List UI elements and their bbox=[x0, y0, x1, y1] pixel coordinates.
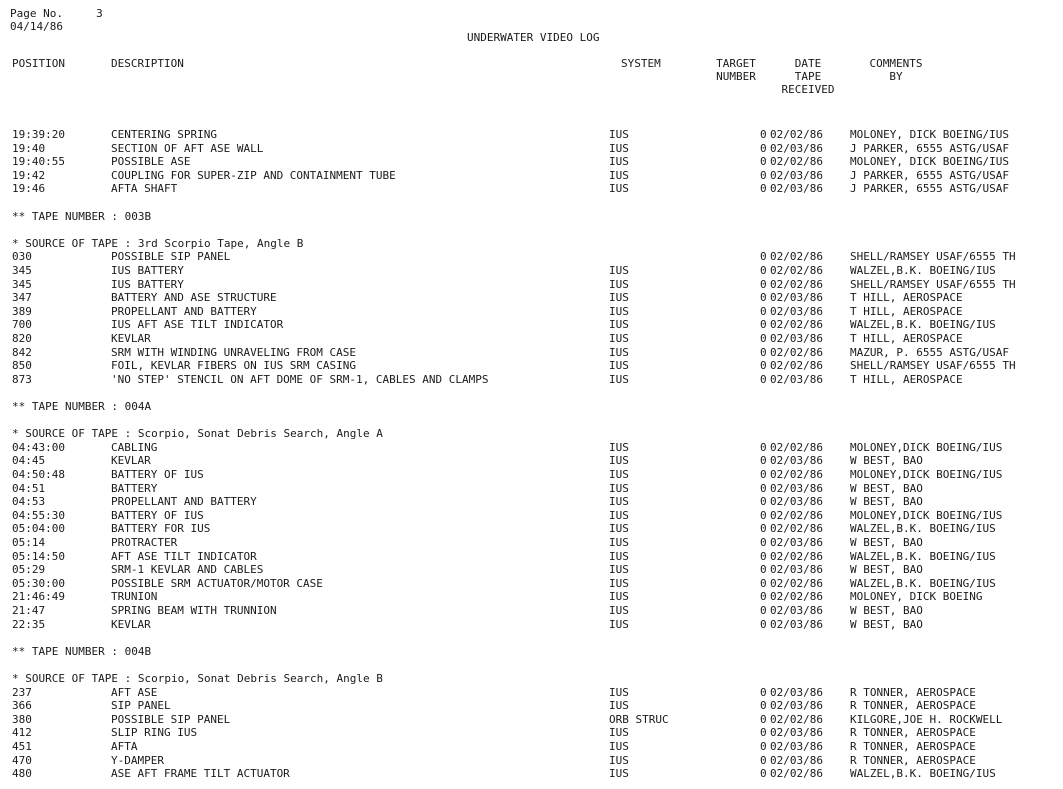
description-cell: BATTERY AND ASE STRUCTURE bbox=[111, 291, 277, 305]
comments-cell: T HILL, AEROSPACE bbox=[850, 291, 963, 305]
log-row bbox=[0, 250, 1063, 263]
target-cell: 0 bbox=[760, 495, 767, 509]
position-cell: 04:43:00 bbox=[12, 440, 65, 454]
col-date-line3: RECEIVED bbox=[781, 83, 835, 96]
description-cell: PROPELLANT AND BATTERY bbox=[111, 304, 257, 318]
comments-cell: KILGORE,JOE H. ROCKWELL bbox=[850, 712, 1003, 726]
report-date: 04/14/86 bbox=[10, 20, 63, 33]
position-cell: 19:40 bbox=[12, 141, 46, 155]
position-cell: 04:51 bbox=[12, 481, 46, 495]
log-row bbox=[0, 754, 1063, 767]
target-cell: 0 bbox=[760, 685, 767, 699]
position-cell: 030 bbox=[12, 250, 32, 264]
comments-cell: WALZEL,B.K. BOEING/IUS bbox=[850, 264, 996, 277]
position-cell: 380 bbox=[12, 712, 32, 726]
description-cell: CENTERING SPRING bbox=[111, 128, 217, 141]
date-cell: 02/03/86 bbox=[770, 141, 823, 155]
date-cell: 02/02/86 bbox=[770, 128, 823, 141]
date-cell: 02/03/86 bbox=[770, 685, 823, 699]
date-cell: 02/03/86 bbox=[770, 753, 823, 767]
comments-cell: T HILL, AEROSPACE bbox=[850, 372, 963, 386]
target-cell: 0 bbox=[760, 699, 767, 713]
date-cell: 02/03/86 bbox=[770, 168, 823, 182]
position-cell: 345 bbox=[12, 264, 32, 277]
target-cell: 0 bbox=[760, 522, 767, 536]
position-cell: 19:46 bbox=[12, 182, 46, 196]
date-cell: 02/03/86 bbox=[770, 740, 823, 753]
position-cell: 21:47 bbox=[12, 604, 46, 617]
col-description: DESCRIPTION bbox=[111, 57, 184, 70]
target-cell: 0 bbox=[760, 576, 767, 590]
log-row bbox=[0, 169, 1063, 182]
date-cell: 02/03/86 bbox=[770, 563, 823, 577]
log-row bbox=[0, 767, 1063, 780]
date-cell: 02/02/86 bbox=[770, 576, 823, 590]
comments-cell: R TONNER, AEROSPACE bbox=[850, 753, 976, 767]
comments-cell: MOLONEY,DICK BOEING/IUS bbox=[850, 468, 1003, 481]
system-cell: IUS bbox=[609, 454, 629, 468]
description-cell: SRM WITH WINDING UNRAVELING FROM CASE bbox=[111, 345, 357, 359]
system-cell: IUS bbox=[609, 563, 629, 577]
date-cell: 02/03/86 bbox=[770, 536, 823, 549]
description-cell: IUS AFT ASE TILT INDICATOR bbox=[111, 318, 284, 332]
comments-cell: MOLONEY,DICK BOEING/IUS bbox=[850, 440, 1003, 454]
comments-cell: SHELL/RAMSEY USAF/6555 TH bbox=[850, 277, 1016, 291]
description-cell: POSSIBLE SIP PANEL bbox=[111, 250, 231, 264]
col-date-line1: DATE bbox=[794, 57, 822, 70]
position-cell: 366 bbox=[12, 699, 32, 713]
date-cell: 02/02/86 bbox=[770, 767, 823, 781]
comments-cell: W BEST, BAO bbox=[850, 617, 923, 631]
page-label: Page No. bbox=[10, 7, 63, 20]
description-cell: SIP PANEL bbox=[111, 699, 171, 713]
description-cell: KEVLAR bbox=[111, 454, 151, 468]
system-cell: IUS bbox=[609, 617, 629, 631]
target-cell: 0 bbox=[760, 128, 767, 141]
position-cell: 237 bbox=[12, 685, 32, 699]
log-row bbox=[0, 142, 1063, 155]
target-cell: 0 bbox=[760, 291, 767, 305]
system-cell: IUS bbox=[609, 767, 629, 781]
page-number: 3 bbox=[96, 7, 103, 20]
system-cell: IUS bbox=[609, 536, 629, 549]
description-cell: FOIL, KEVLAR FIBERS ON IUS SRM CASING bbox=[111, 359, 357, 373]
log-row bbox=[0, 182, 1063, 195]
log-row bbox=[0, 346, 1063, 359]
col-target-line2: NUMBER bbox=[716, 70, 756, 83]
description-cell: KEVLAR bbox=[111, 617, 151, 631]
log-row bbox=[0, 318, 1063, 331]
description-cell: SLIP RING IUS bbox=[111, 726, 198, 740]
col-system: SYSTEM bbox=[621, 57, 661, 70]
date-cell: 02/03/86 bbox=[770, 304, 823, 318]
date-cell: 02/02/86 bbox=[770, 264, 823, 277]
comments-cell: W BEST, BAO bbox=[850, 481, 923, 495]
description-cell: SECTION OF AFT ASE WALL bbox=[111, 141, 264, 155]
description-cell: POSSIBLE ASE bbox=[111, 155, 191, 169]
description-cell: IUS BATTERY bbox=[111, 264, 184, 277]
system-cell: IUS bbox=[609, 345, 629, 359]
date-cell: 02/03/86 bbox=[770, 495, 823, 509]
target-cell: 0 bbox=[760, 767, 767, 781]
target-cell: 0 bbox=[760, 536, 767, 549]
system-cell: IUS bbox=[609, 740, 629, 753]
log-row bbox=[0, 482, 1063, 495]
tape-number-heading: ** TAPE NUMBER : 003B bbox=[12, 209, 152, 223]
system-cell: IUS bbox=[609, 481, 629, 495]
date-cell: 02/02/86 bbox=[770, 522, 823, 536]
log-row bbox=[0, 441, 1063, 454]
position-cell: 345 bbox=[12, 277, 32, 291]
position-cell: 389 bbox=[12, 304, 32, 318]
log-row bbox=[0, 686, 1063, 699]
description-cell: POSSIBLE SIP PANEL bbox=[111, 712, 231, 726]
log-row bbox=[0, 740, 1063, 753]
target-cell: 0 bbox=[760, 155, 767, 169]
description-cell: AFT ASE TILT INDICATOR bbox=[111, 549, 257, 563]
system-cell: IUS bbox=[609, 753, 629, 767]
system-cell: IUS bbox=[609, 495, 629, 509]
target-cell: 0 bbox=[760, 182, 767, 196]
page-header bbox=[10, 7, 103, 33]
position-cell: 700 bbox=[12, 318, 32, 332]
log-row bbox=[0, 305, 1063, 318]
system-cell: IUS bbox=[609, 590, 629, 604]
log-row bbox=[0, 726, 1063, 739]
comments-cell: MAZUR, P. 6555 ASTG/USAF bbox=[850, 345, 1009, 359]
system-cell: IUS bbox=[609, 155, 629, 169]
date-cell: 02/02/86 bbox=[770, 155, 823, 169]
description-cell: PROPELLANT AND BATTERY bbox=[111, 495, 257, 509]
date-cell: 02/03/86 bbox=[770, 332, 823, 345]
position-cell: 19:40:55 bbox=[12, 155, 65, 169]
log-row bbox=[0, 509, 1063, 522]
system-cell: IUS bbox=[609, 372, 629, 386]
system-cell: IUS bbox=[609, 332, 629, 345]
log-row bbox=[0, 590, 1063, 603]
log-row bbox=[0, 495, 1063, 508]
description-cell: COUPLING FOR SUPER-ZIP AND CONTAINMENT TUBE bbox=[111, 168, 396, 182]
position-cell: 22:35 bbox=[12, 617, 46, 631]
log-row bbox=[0, 155, 1063, 168]
date-cell: 02/03/86 bbox=[770, 699, 823, 713]
date-cell: 02/02/86 bbox=[770, 440, 823, 454]
position-cell: 850 bbox=[12, 359, 32, 373]
system-cell: IUS bbox=[609, 604, 629, 617]
log-row bbox=[0, 359, 1063, 372]
col-comments-line2: BY bbox=[889, 70, 903, 83]
date-cell: 02/02/86 bbox=[770, 250, 823, 264]
system-cell: IUS bbox=[609, 508, 629, 522]
position-cell: 05:04:00 bbox=[12, 522, 65, 536]
log-row bbox=[0, 604, 1063, 617]
system-cell: IUS bbox=[609, 685, 629, 699]
comments-cell: WALZEL,B.K. BOEING/IUS bbox=[850, 767, 996, 781]
date-cell: 02/03/86 bbox=[770, 617, 823, 631]
system-cell: IUS bbox=[609, 141, 629, 155]
target-cell: 0 bbox=[760, 304, 767, 318]
log-row bbox=[0, 468, 1063, 481]
position-cell: 05:14:50 bbox=[12, 549, 65, 563]
position-cell: 451 bbox=[12, 740, 32, 753]
comments-cell: T HILL, AEROSPACE bbox=[850, 304, 963, 318]
description-cell: TRUNION bbox=[111, 590, 158, 604]
description-cell: BATTERY OF IUS bbox=[111, 508, 204, 522]
position-cell: 19:42 bbox=[12, 168, 46, 182]
log-row bbox=[0, 128, 1063, 141]
comments-cell: MOLONEY, DICK BOEING bbox=[850, 590, 983, 604]
date-cell: 02/02/86 bbox=[770, 468, 823, 481]
comments-cell: W BEST, BAO bbox=[850, 495, 923, 509]
target-cell: 0 bbox=[760, 332, 767, 345]
position-cell: 05:30:00 bbox=[12, 576, 65, 590]
description-cell: POSSIBLE SRM ACTUATOR/MOTOR CASE bbox=[111, 576, 323, 590]
description-cell: SRM-1 KEVLAR AND CABLES bbox=[111, 563, 264, 577]
log-row bbox=[0, 373, 1063, 386]
comments-cell: MOLONEY, DICK BOEING/IUS bbox=[850, 128, 1009, 141]
target-cell: 0 bbox=[760, 250, 767, 264]
comments-cell: T HILL, AEROSPACE bbox=[850, 332, 963, 345]
position-cell: 21:46:49 bbox=[12, 590, 65, 604]
comments-cell: WALZEL,B.K. BOEING/IUS bbox=[850, 549, 996, 563]
system-cell: IUS bbox=[609, 699, 629, 713]
system-cell: IUS bbox=[609, 440, 629, 454]
date-cell: 02/02/86 bbox=[770, 277, 823, 291]
target-cell: 0 bbox=[760, 264, 767, 277]
log-row bbox=[0, 536, 1063, 549]
system-cell: IUS bbox=[609, 168, 629, 182]
page-title: UNDERWATER VIDEO LOG bbox=[467, 31, 600, 44]
target-cell: 0 bbox=[760, 440, 767, 454]
description-cell: Y-DAMPER bbox=[111, 753, 164, 767]
date-cell: 02/03/86 bbox=[770, 454, 823, 468]
date-cell: 02/02/86 bbox=[770, 508, 823, 522]
description-cell: PROTRACTER bbox=[111, 536, 178, 549]
log-row bbox=[0, 454, 1063, 467]
comments-cell: W BEST, BAO bbox=[850, 604, 923, 617]
target-cell: 0 bbox=[760, 359, 767, 373]
position-cell: 347 bbox=[12, 291, 32, 305]
position-cell: 05:14 bbox=[12, 536, 46, 549]
position-cell: 04:53 bbox=[12, 495, 46, 509]
target-cell: 0 bbox=[760, 318, 767, 332]
comments-cell: J PARKER, 6555 ASTG/USAF bbox=[850, 168, 1009, 182]
comments-cell: R TONNER, AEROSPACE bbox=[850, 726, 976, 740]
comments-cell: R TONNER, AEROSPACE bbox=[850, 699, 976, 713]
comments-cell: SHELL/RAMSEY USAF/6555 TH bbox=[850, 250, 1016, 264]
log-row bbox=[0, 291, 1063, 304]
system-cell: IUS bbox=[609, 304, 629, 318]
system-cell: IUS bbox=[609, 291, 629, 305]
comments-cell: WALZEL,B.K. BOEING/IUS bbox=[850, 318, 996, 332]
comments-cell: W BEST, BAO bbox=[850, 454, 923, 468]
comments-cell: WALZEL,B.K. BOEING/IUS bbox=[850, 576, 996, 590]
system-cell: IUS bbox=[609, 182, 629, 196]
target-cell: 0 bbox=[760, 141, 767, 155]
description-cell: KEVLAR bbox=[111, 332, 151, 345]
date-cell: 02/03/86 bbox=[770, 182, 823, 196]
system-cell: IUS bbox=[609, 468, 629, 481]
description-cell: BATTERY OF IUS bbox=[111, 468, 204, 481]
description-cell: AFTA bbox=[111, 740, 138, 753]
position-cell: 842 bbox=[12, 345, 32, 359]
target-cell: 0 bbox=[760, 604, 767, 617]
date-cell: 02/02/86 bbox=[770, 359, 823, 373]
description-cell: BATTERY FOR IUS bbox=[111, 522, 211, 536]
date-cell: 02/02/86 bbox=[770, 712, 823, 726]
date-cell: 02/02/86 bbox=[770, 318, 823, 332]
log-row bbox=[0, 699, 1063, 712]
target-cell: 0 bbox=[760, 726, 767, 740]
col-target bbox=[708, 57, 764, 83]
col-comments bbox=[860, 57, 932, 83]
date-cell: 02/02/86 bbox=[770, 549, 823, 563]
col-date-line2: TAPE bbox=[794, 70, 822, 83]
position-cell: 470 bbox=[12, 753, 32, 767]
comments-cell: J PARKER, 6555 ASTG/USAF bbox=[850, 141, 1009, 155]
comments-cell: R TONNER, AEROSPACE bbox=[850, 685, 976, 699]
tape-number-heading: ** TAPE NUMBER : 004B bbox=[12, 644, 152, 658]
system-cell: IUS bbox=[609, 726, 629, 740]
comments-cell: J PARKER, 6555 ASTG/USAF bbox=[850, 182, 1009, 196]
comments-cell: W BEST, BAO bbox=[850, 536, 923, 549]
target-cell: 0 bbox=[760, 345, 767, 359]
comments-cell: MOLONEY,DICK BOEING/IUS bbox=[850, 508, 1003, 522]
date-cell: 02/03/86 bbox=[770, 604, 823, 617]
description-cell: CABLING bbox=[111, 440, 158, 454]
tape-source-heading: * SOURCE OF TAPE : Scorpio, Sonat Debris Search, Angle A bbox=[12, 427, 383, 441]
description-cell: 'NO STEP' STENCIL ON AFT DOME OF SRM-1, CABLES AND CLAMPS bbox=[111, 372, 489, 386]
comments-cell: R TONNER, AEROSPACE bbox=[850, 740, 976, 753]
log-row bbox=[0, 713, 1063, 726]
description-cell: AFT ASE bbox=[111, 685, 158, 699]
position-cell: 480 bbox=[12, 767, 32, 781]
position-cell: 873 bbox=[12, 372, 32, 386]
target-cell: 0 bbox=[760, 168, 767, 182]
position-cell: 04:55:30 bbox=[12, 508, 65, 522]
system-cell: IUS bbox=[609, 576, 629, 590]
system-cell: IUS bbox=[609, 549, 629, 563]
date-cell: 02/02/86 bbox=[770, 345, 823, 359]
position-cell: 04:50:48 bbox=[12, 468, 65, 481]
target-cell: 0 bbox=[760, 712, 767, 726]
system-cell: IUS bbox=[609, 522, 629, 536]
system-cell: IUS bbox=[609, 359, 629, 373]
system-cell: IUS bbox=[609, 318, 629, 332]
target-cell: 0 bbox=[760, 372, 767, 386]
col-date bbox=[772, 57, 844, 96]
log-row bbox=[0, 278, 1063, 291]
target-cell: 0 bbox=[760, 549, 767, 563]
tape-source-heading: * SOURCE OF TAPE : 3rd Scorpio Tape, Angle B bbox=[12, 236, 304, 250]
target-cell: 0 bbox=[760, 468, 767, 481]
target-cell: 0 bbox=[760, 454, 767, 468]
tape-source-heading: * SOURCE OF TAPE : Scorpio, Sonat Debris Search, Angle B bbox=[12, 672, 383, 685]
tape-number-heading: ** TAPE NUMBER : 004A bbox=[12, 400, 152, 413]
comments-cell: SHELL/RAMSEY USAF/6555 TH bbox=[850, 359, 1016, 373]
position-cell: 05:29 bbox=[12, 563, 46, 577]
position-cell: 820 bbox=[12, 332, 32, 345]
target-cell: 0 bbox=[760, 590, 767, 604]
comments-cell: W BEST, BAO bbox=[850, 563, 923, 577]
log-row bbox=[0, 332, 1063, 345]
target-cell: 0 bbox=[760, 277, 767, 291]
date-cell: 02/03/86 bbox=[770, 726, 823, 740]
date-cell: 02/02/86 bbox=[770, 590, 823, 604]
description-cell: IUS BATTERY bbox=[111, 277, 184, 291]
description-cell: BATTERY bbox=[111, 481, 158, 495]
log-row bbox=[0, 577, 1063, 590]
target-cell: 0 bbox=[760, 740, 767, 753]
log-row bbox=[0, 264, 1063, 277]
position-cell: 19:39:20 bbox=[12, 128, 65, 141]
comments-cell: MOLONEY, DICK BOEING/IUS bbox=[850, 155, 1009, 169]
target-cell: 0 bbox=[760, 481, 767, 495]
description-cell: AFTA SHAFT bbox=[111, 182, 178, 196]
log-row bbox=[0, 618, 1063, 631]
date-cell: 02/03/86 bbox=[770, 291, 823, 305]
system-cell: IUS bbox=[609, 128, 629, 141]
col-position: POSITION bbox=[12, 57, 65, 70]
description-cell: ASE AFT FRAME TILT ACTUATOR bbox=[111, 767, 290, 781]
target-cell: 0 bbox=[760, 508, 767, 522]
col-comments-line1: COMMENTS bbox=[869, 57, 923, 70]
col-target-line1: TARGET bbox=[716, 57, 756, 70]
system-cell: IUS bbox=[609, 264, 629, 277]
system-cell: ORB STRUC bbox=[609, 712, 669, 726]
description-cell: SPRING BEAM WITH TRUNNION bbox=[111, 604, 277, 617]
system-cell: IUS bbox=[609, 277, 629, 291]
position-cell: 04:45 bbox=[12, 454, 46, 468]
date-cell: 02/03/86 bbox=[770, 481, 823, 495]
position-cell: 412 bbox=[12, 726, 32, 740]
log-row bbox=[0, 563, 1063, 576]
target-cell: 0 bbox=[760, 753, 767, 767]
log-row bbox=[0, 550, 1063, 563]
log-row bbox=[0, 522, 1063, 535]
date-cell: 02/03/86 bbox=[770, 372, 823, 386]
comments-cell: WALZEL,B.K. BOEING/IUS bbox=[850, 522, 996, 536]
target-cell: 0 bbox=[760, 617, 767, 631]
target-cell: 0 bbox=[760, 563, 767, 577]
